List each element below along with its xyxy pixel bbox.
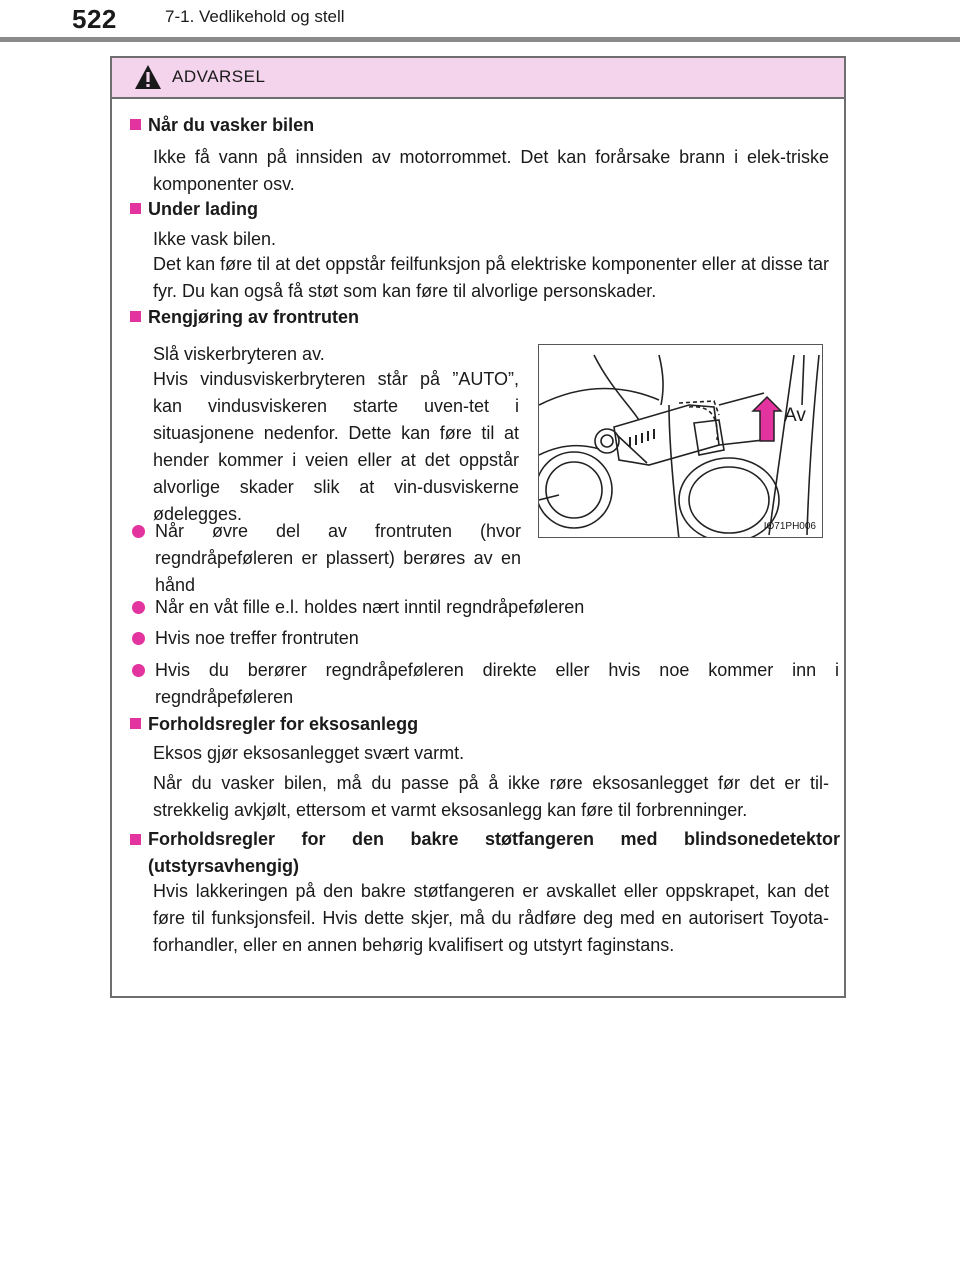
page-header <box>0 0 960 44</box>
round-bullet-icon <box>132 525 145 538</box>
square-bullet-icon <box>130 311 141 322</box>
text-windshield-intro: Slå viskerbryteren av. <box>153 344 325 364</box>
square-bullet-icon <box>130 203 141 214</box>
heading-exhaust: Forholdsregler for eksosanlegg <box>130 711 418 738</box>
section-title: 7-1. Vedlikehold og stell <box>165 7 345 26</box>
text-washing: Ikke få vann på innsiden av motorrommet. Det kan forårsake brann i elek-triske komponenter osv. <box>153 147 829 194</box>
bullet-4: Hvis du berører regndråpeføleren direkte eller hvis noe kommer inn i regndråpeføleren <box>155 660 839 707</box>
heading-bumper: Forholdsregler for den bakre støtfangeren med blindsonedetektor (utstyrsavhengig) <box>130 826 840 880</box>
round-bullet-icon <box>132 632 145 645</box>
warning-header <box>112 58 844 99</box>
text-bumper: Hvis lakkeringen på den bakre støtfangeren er avskallet eller oppskrapet, kan det føre til funksjonsfeil. Hvis dette skjer, må du rådføre deg med en autorisert Toyota-forhandler, eller en annen behørig kvalifisert og utstyrt faginstans. <box>153 881 829 955</box>
text-exhaust-2: Når du vasker bilen, må du passe på å ikke røre eksosanlegget før det er til-strekkelig avkjølt, ettersom et varmt eksosanlegg kan føre til forbrenninger. <box>153 773 829 820</box>
round-bullet-icon <box>132 601 145 614</box>
wiper-switch-figure <box>538 344 823 538</box>
text-exhaust-1: Eksos gjør eksosanlegget svært varmt. <box>153 743 465 763</box>
text-charging-2: Det kan føre til at det oppstår feilfunksjon på elektriske komponenter eller at disse tar fyr. Du kan også få støt som kan føre til alvorlige personskader. <box>153 254 829 301</box>
round-bullet-icon <box>132 664 145 677</box>
page-number: 522 <box>72 4 117 34</box>
square-bullet-icon <box>130 718 141 729</box>
warning-triangle-icon <box>134 64 162 90</box>
heading-washing: Når du vasker bilen <box>130 112 314 139</box>
wiper-switch-illustration <box>539 345 823 538</box>
heading-windshield: Rengjøring av frontruten <box>130 304 359 331</box>
bullet-1: Når øvre del av frontruten (hvor regndråpeføleren er plassert) berøres av en hånd <box>155 521 521 595</box>
bullet-2: Når en våt fille e.l. holdes nært inntil regndråpeføleren <box>155 597 585 617</box>
bullet-3: Hvis noe treffer frontruten <box>155 628 359 648</box>
text-windshield: Hvis vindusviskerbryteren står på ”AUTO”, kan vindusviskeren starte uven-tet i situasjonene nedenfor. Dette kan føre til at hender kommer i veien eller at det oppstår alvorlige skader slik at vin-dusviskerne ødelegges. <box>153 369 519 524</box>
figure-code: IO71PH006 <box>763 521 816 532</box>
warning-label: ADVARSEL <box>172 67 266 86</box>
text-charging-1: Ikke vask bilen. <box>153 229 277 249</box>
figure-label-off: Av <box>784 405 806 426</box>
heading-charging: Under lading <box>130 196 258 223</box>
square-bullet-icon <box>130 119 141 130</box>
square-bullet-icon <box>130 834 141 845</box>
header-rule <box>0 37 960 42</box>
